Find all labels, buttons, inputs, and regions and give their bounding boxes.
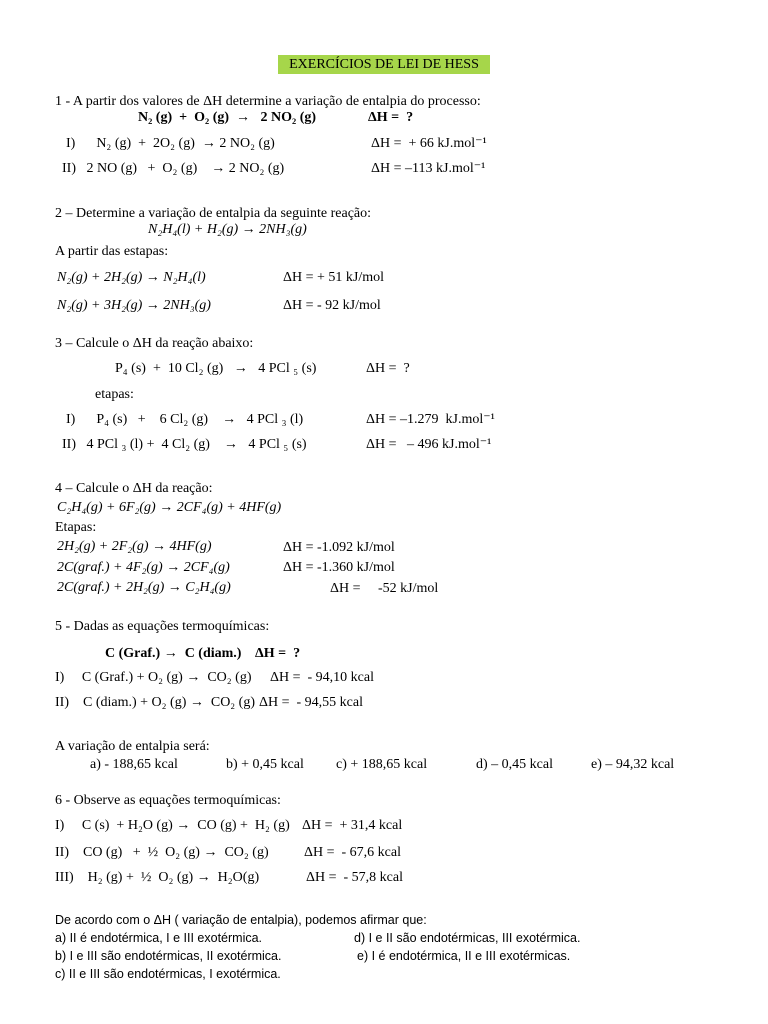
page-title: EXERCÍCIOS DE LEI DE HESS — [278, 55, 490, 74]
question-5-prompt: 5 - Dadas as equações termoquímicas: — [55, 619, 270, 634]
q3-target-enthalpy: ΔH = ? — [366, 361, 410, 376]
q1-step-ii-equation: II) 2 NO (g) + O₂ (g) → 2 NO₂ (g) — [62, 161, 285, 176]
q3-step-i-equation: I) P₄ (s) + 6 Cl₂ (g) → 4 PCl ₃ (l) — [66, 412, 304, 427]
q5-option-b: b) + 0,45 kcal — [226, 757, 304, 772]
q6-step-iii-enthalpy: ΔH = - 57,8 kcal — [306, 870, 403, 885]
q5-option-d: d) – 0,45 kcal — [476, 757, 553, 772]
q6-option-b: b) I e III são endotérmicas, II exotérmica. — [55, 949, 282, 963]
q1-target-enthalpy: ΔH = ? — [368, 110, 414, 125]
q6-option-d: d) I e II são endotérmicas, III exotérmica. — [354, 931, 581, 945]
q5-target-equation: C (Graf.) → C (diam.) — [105, 646, 242, 661]
q1-step-ii-enthalpy: ΔH = –113 kJ.mol⁻¹ — [371, 161, 486, 176]
q1-step-i-enthalpy: ΔH = + 66 kJ.mol⁻¹ — [371, 136, 487, 151]
question-6-prompt: 6 - Observe as equações termoquímicas: — [55, 793, 281, 808]
q5-option-e: e) – 94,32 kcal — [591, 757, 675, 772]
q2-steps-label: A partir das estapas: — [55, 244, 169, 259]
q2-step-2-enthalpy: ΔH = - 92 kJ/mol — [283, 298, 381, 313]
q5-step-i-equation: I) C (Graf.) + O₂ (g) → CO₂ (g) — [55, 670, 252, 685]
q4-step-1-enthalpy: ΔH = -1.092 kJ/mol — [283, 540, 395, 555]
q4-step-3-equation: 2C(graf.) + 2H₂(g) → C₂H₄(g) — [57, 580, 231, 595]
q1-target-equation: N₂ (g) + O₂ (g) → 2 NO₂ (g) — [138, 110, 317, 125]
question-2-prompt: 2 – Determine a variação de entalpia da seguinte reação: — [55, 206, 372, 221]
q6-step-i-enthalpy: ΔH = + 31,4 kcal — [302, 818, 403, 833]
q5-question: A variação de entalpia será: — [55, 739, 210, 754]
question-1-prompt: 1 - A partir dos valores de ΔH determine a variação de entalpia do processo: — [55, 94, 481, 109]
q4-step-3-enthalpy: ΔH = -52 kJ/mol — [330, 581, 439, 596]
q3-step-ii-equation: II) 4 PCl ₃ (l) + 4 Cl₂ (g) → 4 PCl ₅ (s) — [62, 437, 307, 452]
q5-step-ii-equation: II) C (diam.) + O₂ (g) → CO₂ (g) — [55, 695, 256, 710]
q1-step-i-equation: I) N₂ (g) + 2O₂ (g) → 2 NO₂ (g) — [66, 136, 275, 151]
q3-steps-label: etapas: — [95, 387, 134, 402]
q4-target-equation: C₂H₄(g) + 6F₂(g) → 2CF₄(g) + 4HF(g) — [57, 500, 282, 515]
q6-option-a: a) II é endotérmica, I e III exotérmica. — [55, 931, 263, 945]
q4-step-2-equation: 2C(graf.) + 4F₂(g) → 2CF₄(g) — [57, 560, 230, 575]
q6-option-e: e) I é endotérmica, II e III exotérmicas. — [357, 949, 571, 963]
q5-step-ii-enthalpy: ΔH = - 94,55 kcal — [259, 695, 363, 710]
q4-step-1-equation: 2H₂(g) + 2F₂(g) → 4HF(g) — [57, 539, 212, 554]
question-3-prompt: 3 – Calcule o ΔH da reação abaixo: — [55, 336, 254, 351]
question-4-prompt: 4 – Calcule o ΔH da reação: — [55, 481, 213, 496]
q5-target-enthalpy: ΔH = ? — [255, 646, 301, 661]
q2-step-2-equation: N₂(g) + 3H₂(g) → 2NH₃(g) — [57, 298, 211, 313]
q4-steps-label: Etapas: — [55, 520, 97, 535]
q2-step-1-equation: N₂(g) + 2H₂(g) → N₂H₄(l) — [57, 270, 206, 285]
q6-option-c: c) II e III são endotérmicas, I exotérmica. — [55, 967, 281, 981]
q6-step-ii-equation: II) CO (g) + ½ O₂ (g) → CO₂ (g) — [55, 845, 269, 860]
q3-step-ii-enthalpy: ΔH = – 496 kJ.mol⁻¹ — [366, 437, 492, 452]
q4-step-2-enthalpy: ΔH = -1.360 kJ/mol — [283, 560, 395, 575]
q5-option-a: a) - 188,65 kcal — [90, 757, 178, 772]
q3-step-i-enthalpy: ΔH = –1.279 kJ.mol⁻¹ — [366, 412, 495, 427]
q3-target-equation: P₄ (s) + 10 Cl₂ (g) → 4 PCl ₅ (s) — [115, 361, 317, 376]
q2-target-equation: N₂H₄(l) + H₂(g) → 2NH₃(g) — [148, 222, 307, 237]
q5-option-c: c) + 188,65 kcal — [336, 757, 428, 772]
q5-step-i-enthalpy: ΔH = - 94,10 kcal — [270, 670, 374, 685]
q2-step-1-enthalpy: ΔH = + 51 kJ/mol — [283, 270, 385, 285]
q6-step-i-equation: I) C (s) + H₂O (g) → CO (g) + H₂ (g) — [55, 818, 290, 833]
q6-step-ii-enthalpy: ΔH = - 67,6 kcal — [304, 845, 401, 860]
q6-question: De acordo com o ΔH ( variação de entalpia), podemos afirmar que: — [55, 913, 427, 927]
q6-step-iii-equation: III) H₂ (g) + ½ O₂ (g) → H₂O(g) — [55, 870, 260, 885]
